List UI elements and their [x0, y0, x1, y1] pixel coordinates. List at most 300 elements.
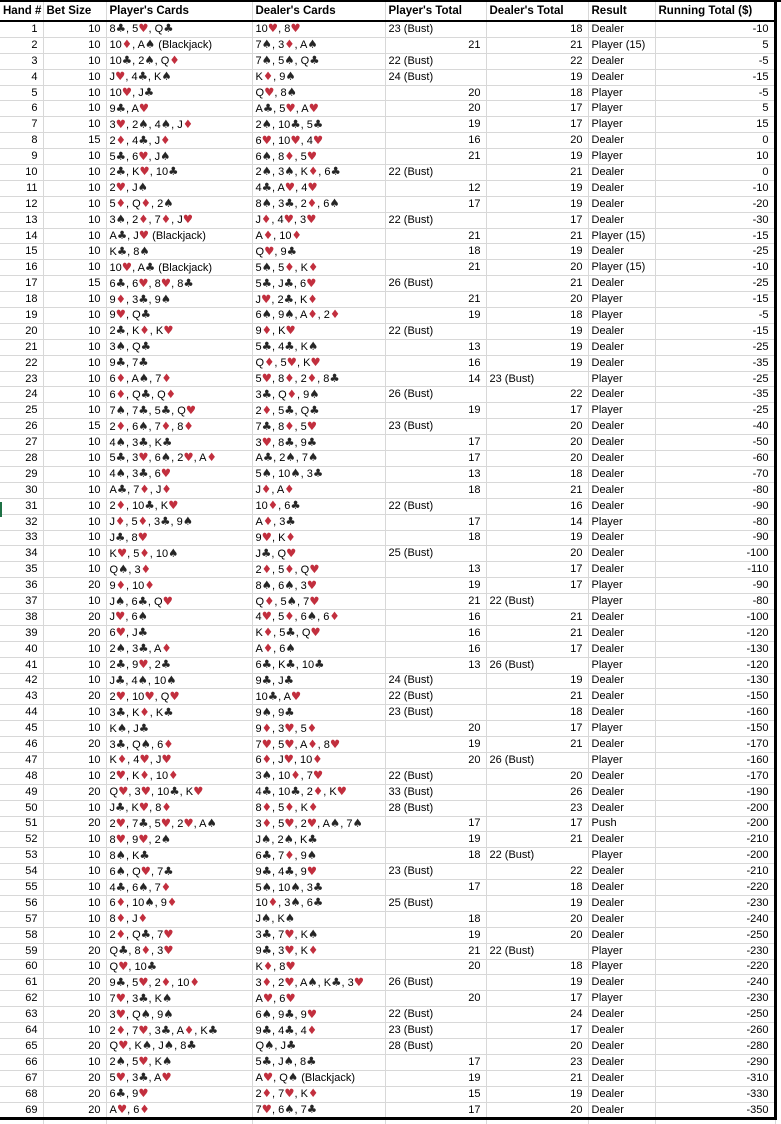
cell-result[interactable]: Dealer — [588, 1070, 655, 1086]
cell-bet[interactable]: 20 — [43, 1007, 106, 1023]
cell-player-cards[interactable]: 4♠, 3♣, K♣ — [106, 435, 252, 451]
cell-bet[interactable]: 10 — [43, 895, 106, 911]
cell-running-total[interactable]: -20 — [655, 196, 775, 212]
cell-player-cards[interactable]: J♥, 6♠ — [106, 609, 252, 625]
cell-result[interactable]: Dealer — [588, 53, 655, 69]
cell-running-total[interactable]: -90 — [655, 498, 775, 514]
cell-hand[interactable]: 56 — [0, 895, 43, 911]
cell-running-total[interactable]: -25 — [655, 244, 775, 260]
cell-hand[interactable]: 63 — [0, 1007, 43, 1023]
cell-result[interactable]: Player — [588, 101, 655, 117]
cell-dealer-total[interactable]: 17 — [486, 721, 588, 737]
cell-player-cards[interactable]: 10♥, J♣ — [106, 85, 252, 101]
cell-dealer-total[interactable]: 17 — [486, 212, 588, 228]
cell-hand[interactable]: 46 — [0, 737, 43, 753]
cell-hand[interactable]: 9 — [0, 149, 43, 165]
cell-dealer-total[interactable]: 18 — [486, 85, 588, 101]
cell-hand[interactable]: 55 — [0, 880, 43, 896]
cell-player-total[interactable]: 13 — [385, 657, 486, 673]
cell-bet[interactable]: 10 — [43, 514, 106, 530]
cell-running-total[interactable]: -70 — [655, 466, 775, 482]
cell-result[interactable]: Push — [588, 816, 655, 832]
cell-dealer-cards[interactable]: 5♣, J♣, 6♥ — [252, 276, 385, 292]
cell-bet[interactable]: 10 — [43, 37, 106, 53]
cell-player-total[interactable]: 19 — [385, 927, 486, 943]
cell-player-total[interactable]: 21 — [385, 228, 486, 244]
cell-running-total[interactable]: -5 — [655, 308, 775, 324]
cell-running-total[interactable]: -240 — [655, 911, 775, 927]
cell-player-total[interactable]: 17 — [385, 451, 486, 467]
cell-player-total[interactable]: 16 — [385, 133, 486, 149]
cell-dealer-total[interactable]: 23 — [486, 800, 588, 816]
cell-result[interactable]: Player — [588, 85, 655, 101]
cell-result[interactable]: Dealer — [588, 1086, 655, 1102]
cell-bet[interactable]: 10 — [43, 752, 106, 768]
cell-dealer-total[interactable]: 22 (Bust) — [486, 943, 588, 959]
cell-dealer-total[interactable]: 17 — [486, 641, 588, 657]
cell-dealer-cards[interactable]: A♥, 6♥ — [252, 991, 385, 1007]
cell-result[interactable]: Dealer — [588, 880, 655, 896]
cell-player-cards[interactable]: 10♦, A♠ (Blackjack) — [106, 37, 252, 53]
cell-dealer-cards[interactable]: 10♥, 8♥ — [252, 21, 385, 37]
cell-hand[interactable]: 37 — [0, 594, 43, 610]
cell-bet[interactable]: 10 — [43, 768, 106, 784]
cell-player-cards[interactable]: J♠, 6♣, Q♥ — [106, 594, 252, 610]
cell-hand[interactable]: 16 — [0, 260, 43, 276]
cell-bet[interactable]: 15 — [43, 276, 106, 292]
cell-hand[interactable]: 14 — [0, 228, 43, 244]
cell-result[interactable]: Dealer — [588, 387, 655, 403]
cell-dealer-total[interactable]: 17 — [486, 117, 588, 133]
cell-hand[interactable]: 53 — [0, 848, 43, 864]
cell-hand[interactable]: 21 — [0, 339, 43, 355]
cell-player-cards[interactable]: 5♥, 3♣, A♥ — [106, 1070, 252, 1086]
cell-hand[interactable]: 18 — [0, 292, 43, 308]
cell-dealer-total[interactable]: 16 — [486, 498, 588, 514]
empty-cell[interactable] — [0, 1119, 43, 1124]
cell-bet[interactable]: 20 — [43, 943, 106, 959]
cell-player-total[interactable]: 22 (Bust) — [385, 768, 486, 784]
cell-result[interactable]: Dealer — [588, 165, 655, 181]
cell-running-total[interactable]: -40 — [655, 419, 775, 435]
column-header-running-total[interactable]: Running Total ($) — [655, 2, 775, 21]
cell-bet[interactable]: 10 — [43, 1023, 106, 1039]
cell-dealer-total[interactable]: 26 — [486, 784, 588, 800]
cell-running-total[interactable]: -230 — [655, 895, 775, 911]
cell-dealer-total[interactable]: 24 — [486, 1007, 588, 1023]
cell-hand[interactable]: 24 — [0, 387, 43, 403]
cell-dealer-cards[interactable]: 7♣, 8♦, 5♥ — [252, 419, 385, 435]
cell-dealer-cards[interactable]: 4♥, 5♦, 6♠, 6♦ — [252, 609, 385, 625]
cell-dealer-total[interactable]: 21 — [486, 165, 588, 181]
empty-cell[interactable] — [385, 1119, 486, 1124]
cell-bet[interactable]: 10 — [43, 180, 106, 196]
cell-dealer-cards[interactable]: 3♣, Q♦, 9♠ — [252, 387, 385, 403]
cell-bet[interactable]: 10 — [43, 451, 106, 467]
cell-result[interactable]: Dealer — [588, 276, 655, 292]
cell-hand[interactable]: 6 — [0, 101, 43, 117]
cell-result[interactable]: Player (15) — [588, 37, 655, 53]
cell-running-total[interactable]: -210 — [655, 864, 775, 880]
cell-bet[interactable]: 10 — [43, 800, 106, 816]
cell-dealer-cards[interactable]: 5♣, J♠, 8♣ — [252, 1054, 385, 1070]
cell-player-total[interactable]: 16 — [385, 609, 486, 625]
cell-running-total[interactable]: -200 — [655, 848, 775, 864]
cell-bet[interactable]: 10 — [43, 228, 106, 244]
cell-dealer-total[interactable]: 22 — [486, 387, 588, 403]
cell-dealer-total[interactable]: 17 — [486, 578, 588, 594]
cell-dealer-total[interactable]: 19 — [486, 180, 588, 196]
cell-player-cards[interactable]: 6♦, 10♠, 9♦ — [106, 895, 252, 911]
cell-running-total[interactable]: -50 — [655, 435, 775, 451]
cell-player-total[interactable]: 18 — [385, 848, 486, 864]
cell-bet[interactable]: 10 — [43, 149, 106, 165]
cell-result[interactable]: Dealer — [588, 864, 655, 880]
cell-bet[interactable]: 20 — [43, 784, 106, 800]
cell-bet[interactable]: 10 — [43, 832, 106, 848]
cell-dealer-total[interactable]: 17 — [486, 101, 588, 117]
cell-hand[interactable]: 48 — [0, 768, 43, 784]
cell-bet[interactable]: 10 — [43, 546, 106, 562]
cell-running-total[interactable]: -15 — [655, 323, 775, 339]
cell-dealer-cards[interactable]: 6♠, 9♠, A♦, 2♦ — [252, 308, 385, 324]
cell-player-total[interactable]: 19 — [385, 737, 486, 753]
cell-dealer-total[interactable]: 19 — [486, 149, 588, 165]
cell-player-cards[interactable]: 4♠, 3♣, 6♥ — [106, 466, 252, 482]
cell-hand[interactable]: 43 — [0, 689, 43, 705]
cell-result[interactable]: Player (15) — [588, 228, 655, 244]
cell-dealer-total[interactable]: 19 — [486, 975, 588, 991]
cell-hand[interactable]: 34 — [0, 546, 43, 562]
cell-player-cards[interactable]: J♣, K♥, 8♦ — [106, 800, 252, 816]
cell-dealer-total[interactable]: 22 (Bust) — [486, 594, 588, 610]
cell-result[interactable]: Player — [588, 371, 655, 387]
cell-running-total[interactable]: -120 — [655, 657, 775, 673]
cell-player-cards[interactable]: 6♠, Q♥, 7♣ — [106, 864, 252, 880]
cell-bet[interactable]: 10 — [43, 1054, 106, 1070]
cell-result[interactable]: Player — [588, 514, 655, 530]
cell-dealer-total[interactable]: 17 — [486, 403, 588, 419]
cell-player-cards[interactable]: K♦, 4♥, J♥ — [106, 752, 252, 768]
cell-player-total[interactable]: 16 — [385, 355, 486, 371]
empty-cell[interactable] — [655, 1119, 775, 1124]
cell-result[interactable]: Dealer — [588, 832, 655, 848]
cell-dealer-total[interactable]: 17 — [486, 816, 588, 832]
cell-player-cards[interactable]: 9♦, 3♣, 9♠ — [106, 292, 252, 308]
cell-player-cards[interactable]: 8♦, J♦ — [106, 911, 252, 927]
column-header-hand[interactable]: Hand # — [0, 2, 43, 21]
cell-dealer-total[interactable]: 26 (Bust) — [486, 752, 588, 768]
cell-dealer-total[interactable]: 18 — [486, 308, 588, 324]
cell-player-total[interactable]: 21 — [385, 149, 486, 165]
cell-hand[interactable]: 58 — [0, 927, 43, 943]
cell-result[interactable]: Player — [588, 578, 655, 594]
cell-player-total[interactable]: 21 — [385, 292, 486, 308]
cell-bet[interactable]: 15 — [43, 133, 106, 149]
cell-dealer-cards[interactable]: Q♥, 8♠ — [252, 85, 385, 101]
cell-player-total[interactable]: 19 — [385, 403, 486, 419]
cell-bet[interactable]: 10 — [43, 705, 106, 721]
cell-dealer-total[interactable]: 20 — [486, 1102, 588, 1119]
cell-result[interactable]: Player — [588, 848, 655, 864]
cell-hand[interactable]: 67 — [0, 1070, 43, 1086]
cell-running-total[interactable]: -110 — [655, 562, 775, 578]
cell-dealer-cards[interactable]: 8♠, 6♠, 3♥ — [252, 578, 385, 594]
cell-player-total[interactable]: 24 (Bust) — [385, 69, 486, 85]
cell-player-total[interactable]: 14 — [385, 371, 486, 387]
cell-player-total[interactable]: 18 — [385, 482, 486, 498]
cell-running-total[interactable]: -290 — [655, 1054, 775, 1070]
cell-player-total[interactable]: 16 — [385, 625, 486, 641]
cell-running-total[interactable]: -130 — [655, 641, 775, 657]
cell-player-total[interactable]: 19 — [385, 832, 486, 848]
cell-player-total[interactable]: 26 (Bust) — [385, 276, 486, 292]
cell-hand[interactable]: 12 — [0, 196, 43, 212]
cell-result[interactable]: Player — [588, 752, 655, 768]
cell-player-cards[interactable]: J♥, 4♣, K♠ — [106, 69, 252, 85]
cell-running-total[interactable]: -80 — [655, 514, 775, 530]
cell-dealer-cards[interactable]: 10♦, 6♣ — [252, 498, 385, 514]
cell-dealer-total[interactable]: 20 — [486, 911, 588, 927]
cell-player-total[interactable]: 33 (Bust) — [385, 784, 486, 800]
empty-cell[interactable] — [486, 1119, 588, 1124]
cell-player-cards[interactable]: 2♦, 6♠, 7♦, 8♦ — [106, 419, 252, 435]
cell-running-total[interactable]: -130 — [655, 673, 775, 689]
cell-player-cards[interactable]: 8♣, 5♥, Q♣ — [106, 21, 252, 37]
cell-dealer-cards[interactable]: 9♣, 3♥, K♦ — [252, 943, 385, 959]
cell-dealer-cards[interactable]: 2♦, 5♦, Q♥ — [252, 562, 385, 578]
cell-player-cards[interactable]: 3♥, 2♠, 4♠, J♦ — [106, 117, 252, 133]
cell-running-total[interactable]: -80 — [655, 482, 775, 498]
cell-hand[interactable]: 2 — [0, 37, 43, 53]
cell-player-cards[interactable]: J♦, 5♦, 3♣, 9♠ — [106, 514, 252, 530]
cell-dealer-total[interactable]: 19 — [486, 895, 588, 911]
cell-bet[interactable]: 10 — [43, 594, 106, 610]
cell-dealer-total[interactable]: 21 — [486, 689, 588, 705]
cell-player-cards[interactable]: 10♣, 2♠, Q♦ — [106, 53, 252, 69]
cell-dealer-cards[interactable]: 6♥, 10♥, 4♥ — [252, 133, 385, 149]
cell-dealer-cards[interactable]: K♦, 9♠ — [252, 69, 385, 85]
cell-dealer-cards[interactable]: 5♠, 10♠, 3♣ — [252, 880, 385, 896]
cell-dealer-cards[interactable]: 3♦, 5♥, 2♥, A♠, 7♠ — [252, 816, 385, 832]
cell-hand[interactable]: 41 — [0, 657, 43, 673]
cell-player-total[interactable]: 19 — [385, 578, 486, 594]
cell-dealer-total[interactable]: 20 — [486, 292, 588, 308]
cell-hand[interactable]: 25 — [0, 403, 43, 419]
cell-dealer-cards[interactable]: A♣, 2♠, 7♠ — [252, 451, 385, 467]
column-header-dealer-cards[interactable]: Dealer's Cards — [252, 2, 385, 21]
cell-dealer-cards[interactable]: J♣, Q♥ — [252, 546, 385, 562]
cell-hand[interactable]: 19 — [0, 308, 43, 324]
cell-result[interactable]: Dealer — [588, 419, 655, 435]
cell-running-total[interactable]: -100 — [655, 546, 775, 562]
cell-running-total[interactable]: -60 — [655, 451, 775, 467]
cell-bet[interactable]: 10 — [43, 403, 106, 419]
cell-result[interactable]: Dealer — [588, 21, 655, 37]
cell-hand[interactable]: 68 — [0, 1086, 43, 1102]
cell-dealer-cards[interactable]: 7♥, 5♥, A♦, 8♥ — [252, 737, 385, 753]
cell-dealer-cards[interactable]: 3♦, 2♥, A♠, K♣, 3♥ — [252, 975, 385, 991]
cell-result[interactable]: Player — [588, 657, 655, 673]
cell-player-cards[interactable]: 10♥, A♣ (Blackjack) — [106, 260, 252, 276]
cell-hand[interactable]: 31 — [0, 498, 43, 514]
cell-result[interactable]: Dealer — [588, 737, 655, 753]
cell-hand[interactable]: 4 — [0, 69, 43, 85]
cell-dealer-total[interactable]: 18 — [486, 21, 588, 37]
cell-player-cards[interactable]: 6♣, 9♥ — [106, 1086, 252, 1102]
cell-dealer-cards[interactable]: 9♦, K♥ — [252, 323, 385, 339]
cell-dealer-cards[interactable]: 5♥, 8♦, 2♦, 8♣ — [252, 371, 385, 387]
cell-running-total[interactable]: 0 — [655, 165, 775, 181]
cell-dealer-total[interactable]: 19 — [486, 69, 588, 85]
cell-running-total[interactable]: -220 — [655, 959, 775, 975]
cell-hand[interactable]: 3 — [0, 53, 43, 69]
cell-dealer-total[interactable]: 21 — [486, 609, 588, 625]
cell-bet[interactable]: 10 — [43, 657, 106, 673]
cell-dealer-cards[interactable]: J♦, A♦ — [252, 482, 385, 498]
cell-player-total[interactable]: 23 (Bust) — [385, 419, 486, 435]
cell-player-cards[interactable]: 5♣, 3♥, 6♠, 2♥, A♦ — [106, 451, 252, 467]
cell-dealer-total[interactable]: 20 — [486, 260, 588, 276]
cell-player-total[interactable]: 24 (Bust) — [385, 673, 486, 689]
cell-running-total[interactable]: -5 — [655, 85, 775, 101]
cell-result[interactable]: Dealer — [588, 196, 655, 212]
cell-player-cards[interactable]: 4♣, 6♠, 7♦ — [106, 880, 252, 896]
cell-player-total[interactable]: 23 (Bust) — [385, 705, 486, 721]
cell-dealer-cards[interactable]: J♦, 4♥, 3♥ — [252, 212, 385, 228]
cell-bet[interactable]: 10 — [43, 260, 106, 276]
cell-dealer-total[interactable]: 23 (Bust) — [486, 371, 588, 387]
cell-result[interactable]: Dealer — [588, 800, 655, 816]
cell-player-total[interactable]: 16 — [385, 641, 486, 657]
cell-result[interactable]: Dealer — [588, 339, 655, 355]
cell-hand[interactable]: 15 — [0, 244, 43, 260]
cell-result[interactable]: Dealer — [588, 1054, 655, 1070]
cell-player-total[interactable]: 23 (Bust) — [385, 21, 486, 37]
cell-bet[interactable]: 10 — [43, 530, 106, 546]
column-header-player-cards[interactable]: Player's Cards — [106, 2, 252, 21]
cell-bet[interactable]: 10 — [43, 562, 106, 578]
cell-player-total[interactable]: 17 — [385, 196, 486, 212]
cell-player-cards[interactable]: 2♠, 5♥, K♠ — [106, 1054, 252, 1070]
cell-hand[interactable]: 42 — [0, 673, 43, 689]
cell-dealer-cards[interactable]: 7♥, 6♠, 7♣ — [252, 1102, 385, 1119]
cell-dealer-cards[interactable]: Q♠, J♣ — [252, 1039, 385, 1055]
cell-dealer-cards[interactable]: Q♦, 5♥, K♥ — [252, 355, 385, 371]
cell-result[interactable]: Dealer — [588, 546, 655, 562]
cell-hand[interactable]: 51 — [0, 816, 43, 832]
cell-result[interactable]: Dealer — [588, 323, 655, 339]
cell-running-total[interactable]: -35 — [655, 355, 775, 371]
cell-bet[interactable]: 10 — [43, 196, 106, 212]
cell-result[interactable]: Dealer — [588, 689, 655, 705]
cell-result[interactable]: Dealer — [588, 705, 655, 721]
cell-bet[interactable]: 20 — [43, 816, 106, 832]
cell-player-total[interactable]: 13 — [385, 339, 486, 355]
cell-running-total[interactable]: 0 — [655, 133, 775, 149]
cell-hand[interactable]: 36 — [0, 578, 43, 594]
cell-dealer-cards[interactable]: A♦, 10♦ — [252, 228, 385, 244]
cell-player-total[interactable]: 25 (Bust) — [385, 546, 486, 562]
cell-player-cards[interactable]: 6♦, Q♣, Q♦ — [106, 387, 252, 403]
cell-bet[interactable]: 10 — [43, 927, 106, 943]
cell-dealer-cards[interactable]: 4♣, A♥, 4♥ — [252, 180, 385, 196]
column-header-bet-size[interactable]: Bet Size — [43, 2, 106, 21]
cell-player-total[interactable]: 20 — [385, 101, 486, 117]
cell-dealer-cards[interactable]: Q♥, 9♣ — [252, 244, 385, 260]
cell-player-total[interactable]: 22 (Bust) — [385, 1007, 486, 1023]
cell-dealer-cards[interactable]: 6♠, 9♣, 9♥ — [252, 1007, 385, 1023]
cell-dealer-cards[interactable]: 3♠, 10♦, 7♥ — [252, 768, 385, 784]
cell-player-total[interactable]: 23 (Bust) — [385, 1023, 486, 1039]
cell-dealer-total[interactable]: 19 — [486, 673, 588, 689]
cell-bet[interactable]: 20 — [43, 1102, 106, 1119]
cell-dealer-total[interactable]: 20 — [486, 546, 588, 562]
cell-hand[interactable]: 52 — [0, 832, 43, 848]
cell-player-cards[interactable]: K♣, 8♠ — [106, 244, 252, 260]
cell-dealer-cards[interactable]: 2♠, 3♠, K♦, 6♣ — [252, 165, 385, 181]
cell-player-cards[interactable]: 3♣, K♦, K♣ — [106, 705, 252, 721]
cell-hand[interactable]: 44 — [0, 705, 43, 721]
cell-dealer-total[interactable]: 21 — [486, 1070, 588, 1086]
cell-running-total[interactable]: -330 — [655, 1086, 775, 1102]
cell-bet[interactable]: 20 — [43, 1070, 106, 1086]
cell-result[interactable]: Dealer — [588, 768, 655, 784]
cell-running-total[interactable]: -230 — [655, 991, 775, 1007]
cell-player-total[interactable]: 23 (Bust) — [385, 864, 486, 880]
cell-player-cards[interactable]: J♣, 4♠, 10♠ — [106, 673, 252, 689]
cell-dealer-total[interactable]: 19 — [486, 1086, 588, 1102]
cell-player-total[interactable]: 26 (Bust) — [385, 387, 486, 403]
cell-dealer-total[interactable]: 19 — [486, 355, 588, 371]
cell-running-total[interactable]: 5 — [655, 101, 775, 117]
cell-running-total[interactable]: -230 — [655, 943, 775, 959]
cell-dealer-cards[interactable]: K♦, 5♣, Q♥ — [252, 625, 385, 641]
cell-hand[interactable]: 17 — [0, 276, 43, 292]
cell-bet[interactable]: 10 — [43, 371, 106, 387]
cell-running-total[interactable]: -25 — [655, 276, 775, 292]
cell-result[interactable]: Dealer — [588, 244, 655, 260]
cell-player-total[interactable]: 19 — [385, 308, 486, 324]
cell-dealer-total[interactable]: 19 — [486, 196, 588, 212]
cell-running-total[interactable]: -25 — [655, 403, 775, 419]
cell-result[interactable]: Dealer — [588, 466, 655, 482]
cell-result[interactable]: Dealer — [588, 212, 655, 228]
cell-dealer-cards[interactable]: 6♣, 7♦, 9♠ — [252, 848, 385, 864]
cell-bet[interactable]: 10 — [43, 69, 106, 85]
cell-running-total[interactable]: -150 — [655, 689, 775, 705]
cell-player-total[interactable]: 13 — [385, 466, 486, 482]
cell-running-total[interactable]: -160 — [655, 752, 775, 768]
cell-dealer-cards[interactable]: 7♠, 5♠, Q♣ — [252, 53, 385, 69]
cell-running-total[interactable]: -190 — [655, 784, 775, 800]
cell-dealer-total[interactable]: 19 — [486, 244, 588, 260]
cell-hand[interactable]: 13 — [0, 212, 43, 228]
cell-hand[interactable]: 1 — [0, 21, 43, 37]
cell-dealer-total[interactable]: 26 (Bust) — [486, 657, 588, 673]
cell-dealer-total[interactable]: 20 — [486, 133, 588, 149]
cell-player-cards[interactable]: 6♥, J♣ — [106, 625, 252, 641]
cell-player-total[interactable]: 21 — [385, 943, 486, 959]
cell-player-total[interactable]: 21 — [385, 594, 486, 610]
cell-player-total[interactable]: 22 (Bust) — [385, 53, 486, 69]
cell-running-total[interactable]: -25 — [655, 339, 775, 355]
cell-result[interactable]: Player (15) — [588, 260, 655, 276]
cell-bet[interactable]: 20 — [43, 609, 106, 625]
cell-running-total[interactable]: -10 — [655, 21, 775, 37]
cell-dealer-total[interactable]: 20 — [486, 1039, 588, 1055]
cell-player-total[interactable]: 17 — [385, 435, 486, 451]
